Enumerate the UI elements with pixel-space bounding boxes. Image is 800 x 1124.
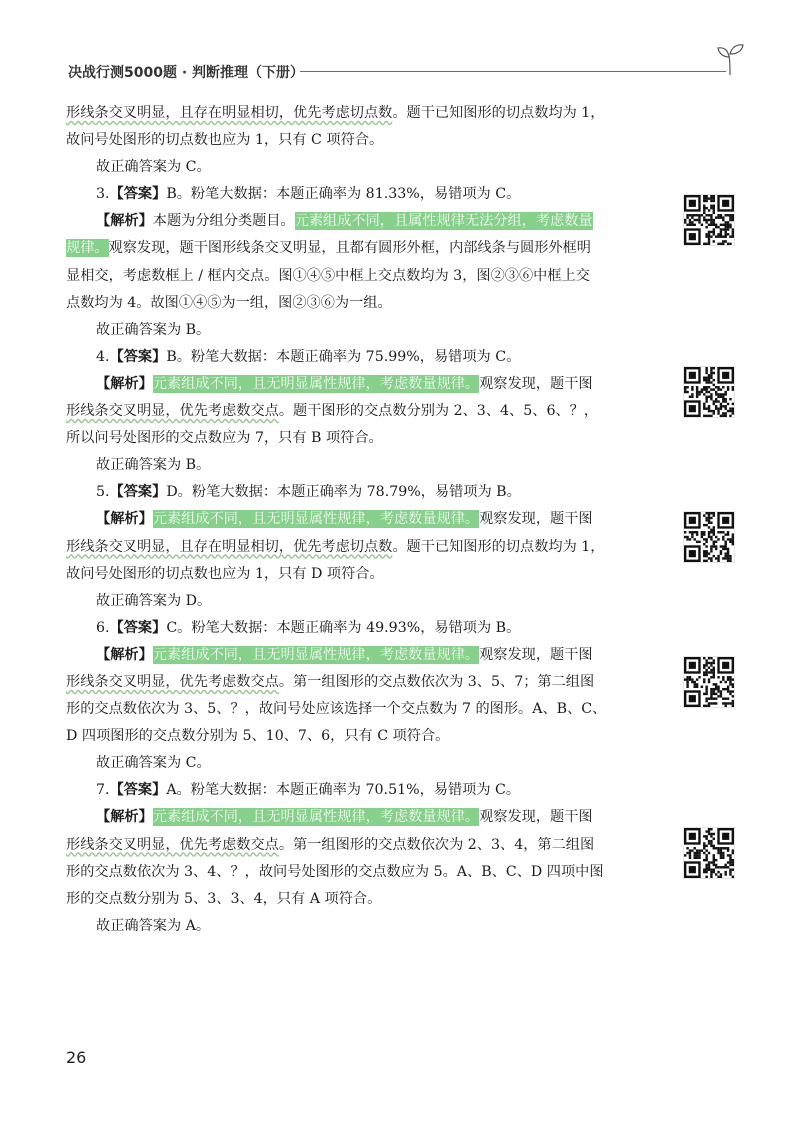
highlighted-text: 元素组成不同，且无明显属性规律，考虑数量规律。: [152, 375, 480, 392]
body-text: 观察发现，题干图: [479, 809, 593, 826]
conclusion-line: 故正确答案为 D。: [96, 592, 212, 609]
qr-code-icon[interactable]: [683, 656, 735, 708]
underlined-text: 形线条交叉明显，优先考虑数交点: [66, 403, 279, 420]
highlighted-text: 元素组成不同，且属性规律无法分组，考虑数量: [294, 213, 593, 230]
answer-line: [66, 344, 666, 371]
body-text: 。题干已知图形的切点数均为 1，: [392, 538, 605, 555]
answer-label: 【答案】: [109, 186, 167, 203]
body-text: 。第一组图形的交点数依次为 2、3、4，第二组图: [278, 836, 595, 853]
body-text: 观察发现，题干图: [479, 646, 593, 663]
answer-line: [66, 615, 666, 642]
highlighted-text: 元素组成不同，且无明显属性规律，考虑数量规律。: [152, 511, 480, 528]
analysis-line: [66, 208, 666, 235]
page-number: 26: [66, 1048, 87, 1067]
body-text: 。题干已知图形的切点数均为 1，: [392, 105, 605, 121]
answer-label: 【答案】: [109, 782, 167, 799]
analysis-line: [66, 804, 666, 831]
analysis-label: 【解析】: [96, 213, 153, 230]
analysis-line: [66, 235, 666, 262]
analysis-label: 【解析】: [96, 375, 153, 392]
qr-code-icon[interactable]: [683, 366, 735, 418]
underlined-text: 形线条交叉明显，且存在明显相切，优先考虑切点数: [66, 538, 393, 555]
analysis-line: [66, 832, 666, 859]
underlined-text: 形线条交叉明显，且存在明显相切，优先考虑切点数: [66, 105, 393, 121]
body-text: 观察发现，题干图: [479, 375, 593, 392]
analysis-line: [66, 398, 666, 425]
analysis-line: [66, 534, 666, 561]
answer-text: B。粉笔大数据：本题正确率为 75.99%，易错项为 C。: [166, 348, 521, 365]
question-number: 7.: [96, 782, 110, 799]
analysis-line: 显相交，考虑数框上 / 框内交点。图①④⑤中框上交点数均为 3，图②③⑥中框上交: [66, 267, 590, 284]
analysis-label: 【解析】: [96, 809, 153, 826]
book-title: 决战行测5000题 · 判断推理（下册）: [68, 65, 305, 81]
answer-text: C。粉笔大数据：本题正确率为 49.93%，易错项为 B。: [166, 619, 521, 636]
underlined-text: 形线条交叉明显，优先考虑数交点: [66, 673, 279, 690]
page-body: [66, 100, 666, 940]
qr-pattern: [684, 367, 734, 417]
analysis-line: 故问号处图形的切点数也应为 1，只有 D 项符合。: [66, 565, 384, 582]
body-text: 。题干图形的交点数分别为 2、3、4、5、6、？，: [278, 403, 599, 420]
answer-label: 【答案】: [109, 484, 167, 501]
analysis-line: 形的交点数依次为 3、4、？，故问号处图形的交点数应为 5。A、B、C、D 四项中图: [66, 863, 604, 880]
header-rule: [300, 71, 726, 72]
answer-text: A。粉笔大数据：本题正确率为 70.51%，易错项为 C。: [166, 782, 521, 799]
answer-label: 【答案】: [109, 619, 167, 636]
qr-code-icon[interactable]: [683, 827, 735, 879]
answer-label: 【答案】: [109, 348, 167, 365]
qr-code-icon[interactable]: [683, 511, 735, 563]
answer-text: B。粉笔大数据：本题正确率为 81.33%，易错项为 C。: [166, 186, 521, 203]
answer-line: [66, 777, 666, 804]
sprout-icon: [716, 42, 744, 76]
analysis-line: [66, 642, 666, 669]
analysis-line: D 四项图形的交点数分别为 5、10、7、6，只有 C 项符合。: [66, 728, 450, 745]
analysis-line: 点数均为 4。故图①④⑤为一组，图②③⑥为一组。: [66, 294, 392, 311]
answer-line: [66, 479, 666, 506]
conclusion-line: 故正确答案为 B。: [96, 321, 211, 338]
page-header: [68, 58, 748, 86]
highlighted-text: 元素组成不同，且无明显属性规律，考虑数量规律。: [152, 646, 480, 663]
intro-line: [66, 100, 666, 127]
analysis-line: 所以问号处图形的交点数应为 7，只有 B 项符合。: [66, 430, 383, 447]
body-text: 观察发现，题干图: [479, 511, 593, 528]
conclusion-line: 故正确答案为 C。: [96, 755, 211, 772]
qr-pattern: [684, 512, 734, 562]
answer-line: [66, 181, 666, 208]
answer-text: D。粉笔大数据：本题正确率为 78.79%，易错项为 B。: [166, 484, 521, 501]
intro-line: 故问号处图形的切点数也应为 1，只有 C 项符合。: [66, 132, 384, 149]
analysis-line: [66, 669, 666, 696]
analysis-label: 【解析】: [96, 511, 153, 528]
analysis-label: 【解析】: [96, 646, 153, 663]
question-number: 4.: [96, 348, 110, 365]
body-text: 本题为分组分类题目。: [152, 213, 295, 230]
qr-pattern: [684, 828, 734, 878]
analysis-line: 形的交点数依次为 3、5、？，故问号处应该选择一个交点数为 7 的图形。A、B、C、: [66, 701, 607, 718]
qr-pattern: [684, 195, 734, 245]
conclusion-line: 故正确答案为 A。: [96, 917, 211, 934]
qr-code-icon[interactable]: [683, 194, 735, 246]
conclusion-line: 故正确答案为 B。: [96, 457, 211, 474]
conclusion-line: 故正确答案为 C。: [96, 159, 211, 176]
qr-pattern: [684, 657, 734, 707]
analysis-line: 形的交点数分别为 5、3、3、4，只有 A 项符合。: [66, 890, 382, 907]
question-number: 5.: [96, 484, 110, 501]
analysis-line: [66, 506, 666, 533]
highlighted-text: 元素组成不同，且无明显属性规律，考虑数量规律。: [152, 809, 480, 826]
analysis-line: [66, 371, 666, 398]
highlighted-text: 规律。: [66, 240, 109, 257]
question-number: 6.: [96, 619, 110, 636]
question-number: 3.: [96, 186, 110, 203]
underlined-text: 形线条交叉明显，优先考虑数交点: [66, 836, 279, 853]
body-text: 。第一组图形的交点数依次为 3、5、7；第二组图: [278, 673, 595, 690]
body-text: 观察发现，题干图形线条交叉明显，且都有圆形外框，内部线条与圆形外框明: [108, 240, 591, 257]
